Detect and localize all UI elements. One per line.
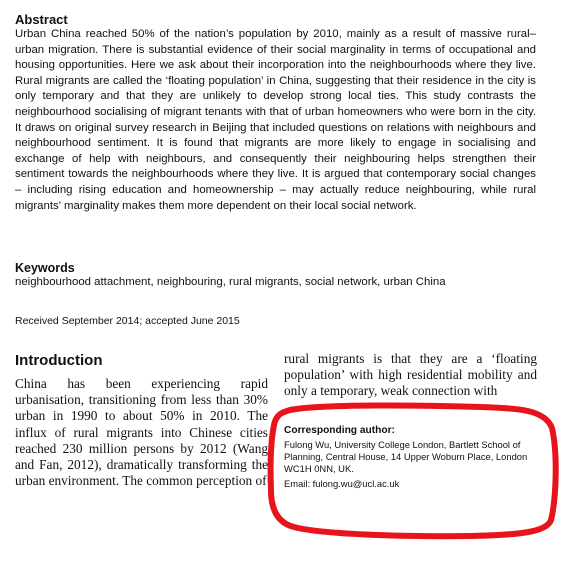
corresponding-author-details: Fulong Wu, University College London, Bartlett School of Planning, Central House, 14 Upper Woburn Place, London WC1H 0NN, UK. (284, 439, 528, 474)
corresponding-author-email: Email: fulong.wu@ucl.ac.uk (284, 478, 400, 489)
keywords-heading: Keywords (15, 261, 75, 275)
introduction-right-column: rural migrants is that they are a ‘floating population’ with high residential mobility and only a temporary, weak connection with (284, 351, 537, 399)
keywords-list: neighbourhood attachment, neighbouring, rural migrants, social network, urban China (15, 276, 446, 288)
introduction-heading: Introduction (15, 352, 103, 369)
introduction-left-column: China has been experiencing rapid urbanisation, transitioning from less than 30% urban in 1990 to about 50% in 2010. The influx of rural migrants into Chinese cities reached 230 million persons by 2012 (Wang and Fan, 2012), dramatically transforming the urban environment. The common perception of (15, 376, 268, 489)
abstract-heading: Abstract (15, 12, 68, 27)
received-accepted-dates: Received September 2014; accepted June 2015 (15, 315, 240, 327)
abstract-text: Urban China reached 50% of the nation’s population by 2010, mainly as a result of massive rural–urban migration. There is substantial evidence of their social marginality in terms of occupational and housing opportunities. Here we ask about their incorporation into the neighbourhoods where they live. Rural migrants are called the ‘floating population’ in China, suggesting that their residence in the city is only temporary and that they are unlikely to develop strong local ties. This study contrasts the neighbourhood socialising of migrant tenants with that of urban homeowners who were born in the city. It draws on original survey research in Beijing that included questions on relations with neighbours and neighbourhood sentiment. It is found that migrants are more likely to engage in socialising and exchange of help with neighbours, and consequently their neighbouring helps strengthen their sentiment towards the neighbourhoods where they live. It is argued that contemporary social changes – including rising education and homeownership – may actually reduce neighbouring, while rural migrants’ marginality makes them more dependent on their local social network. (15, 28, 536, 212)
corresponding-author-heading: Corresponding author: (284, 425, 395, 436)
